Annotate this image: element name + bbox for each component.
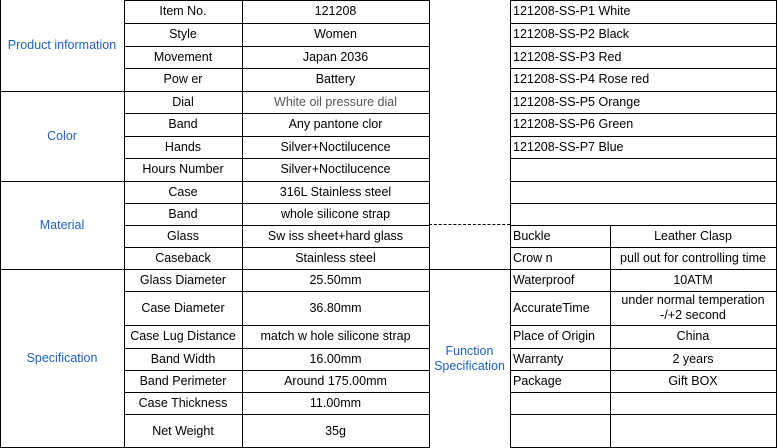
grid-line	[510, 46, 777, 47]
section-specification: Specification	[26, 351, 98, 365]
row-value: 35g	[325, 423, 346, 438]
row-label: Case Diameter	[141, 300, 225, 315]
row-label: Style	[169, 27, 197, 41]
dashed-border	[429, 224, 510, 225]
color-variant: 121208-SS-P4 Rose red	[513, 72, 650, 86]
row-value: 16.00mm	[309, 351, 362, 366]
section-material: Material	[39, 217, 85, 232]
grid-line	[124, 113, 430, 114]
color-variant: 121208-SS-P7 Blue	[513, 139, 624, 154]
row-label: Caseback	[155, 250, 211, 265]
row-label: Movement	[153, 49, 213, 64]
grid-line	[0, 91, 430, 92]
grid-line	[510, 181, 777, 182]
row-value: 316L Stainless steel	[279, 184, 392, 199]
color-variant: 121208-SS-P3 Red	[513, 49, 622, 64]
color-variant: 121208-SS-P1 White	[513, 4, 631, 18]
grid-line	[124, 291, 430, 292]
row-value: 11.00mm	[309, 395, 362, 410]
function-label: Crow n	[513, 250, 553, 265]
grid-line	[510, 203, 777, 204]
function-value	[610, 291, 776, 325]
grid-line	[124, 225, 430, 226]
grid-line	[510, 113, 777, 114]
grid-line	[124, 46, 430, 47]
function-value: 10ATM	[673, 272, 713, 287]
grid-line	[510, 325, 777, 326]
grid-line	[124, 414, 430, 415]
color-variant: 121208-SS-P6 Green	[513, 117, 634, 131]
row-value: 25.50mm	[309, 272, 362, 287]
grid-line	[510, 291, 777, 292]
grid-line	[510, 414, 777, 415]
function-value: Leather Clasp	[654, 228, 732, 243]
section-function-specification: Function Specification	[434, 343, 505, 373]
function-value: pull out for controlling time	[620, 250, 766, 265]
row-label: Item No.	[159, 4, 207, 18]
row-label: Glass	[167, 228, 199, 243]
grid-line	[510, 225, 777, 226]
function-value: Gift BOX	[668, 373, 718, 388]
function-value: China	[676, 329, 710, 343]
function-value-line: -/+2 second	[660, 308, 726, 322]
function-label: Place of Origin	[513, 329, 595, 343]
grid-line	[124, 23, 430, 24]
row-label: Case Thickness	[138, 395, 228, 410]
row-value: 121208	[314, 4, 357, 18]
grid-line	[510, 91, 777, 92]
function-value: 2 years	[672, 351, 714, 366]
row-value: Silver+Noctilucence	[280, 139, 391, 154]
grid-line	[510, 0, 777, 1]
row-label: Dial	[172, 94, 194, 109]
row-value: Japan 2036	[302, 49, 369, 64]
row-value: White oil pressure dial	[274, 94, 397, 109]
grid-line	[124, 348, 430, 349]
grid-line	[124, 0, 430, 1]
row-label: Hours Number	[142, 162, 224, 176]
row-value: 36.80mm	[309, 300, 362, 315]
function-label: Waterproof	[513, 272, 575, 287]
row-label: Net Weight	[152, 423, 214, 438]
row-label: Case	[168, 184, 198, 199]
grid-line	[124, 68, 430, 69]
grid-line	[510, 158, 777, 159]
section-color: Color	[47, 128, 77, 143]
grid-line	[124, 158, 430, 159]
grid-line	[0, 181, 430, 182]
row-label: Band Perimeter	[139, 373, 227, 388]
row-label: Pow er	[163, 72, 203, 86]
grid-line	[510, 269, 777, 270]
row-value: Sw iss sheet+hard glass	[267, 228, 404, 243]
grid-line	[510, 348, 777, 349]
row-value: whole silicone strap	[280, 206, 391, 221]
row-label: Case Lug Distance	[130, 329, 236, 343]
row-value: Around 175.00mm	[284, 373, 387, 388]
grid-line	[429, 269, 511, 270]
grid-line	[124, 247, 430, 248]
grid-line	[510, 370, 777, 371]
function-label: Warranty	[513, 351, 564, 366]
grid-line	[510, 247, 777, 248]
row-value: Stainless steel	[295, 250, 376, 265]
row-label: Glass Diameter	[139, 272, 227, 287]
grid-line	[510, 136, 777, 137]
grid-line	[510, 23, 777, 24]
row-value: Women	[314, 27, 357, 41]
row-value: Silver+Noctilucence	[280, 162, 391, 176]
color-variant: 121208-SS-P5 Orange	[513, 94, 641, 109]
grid-line	[124, 392, 430, 393]
grid-line	[0, 269, 430, 270]
grid-line	[0, 0, 1, 448]
grid-line	[510, 68, 777, 69]
function-label: Buckle	[513, 228, 551, 243]
row-label: Band Width	[150, 351, 216, 366]
grid-line	[510, 392, 777, 393]
row-label: Band	[168, 206, 198, 221]
function-value-line: under normal temperation	[621, 293, 765, 307]
row-value: Battery	[315, 72, 356, 86]
row-label: Band	[168, 117, 198, 131]
grid-line	[124, 325, 430, 326]
row-label: Hands	[164, 139, 202, 154]
color-variant: 121208-SS-P2 Black	[513, 27, 630, 41]
section-product-information: Product information	[7, 38, 117, 52]
row-value: match w hole silicone strap	[260, 329, 411, 343]
function-label: AccurateTime	[513, 300, 590, 315]
row-value: Any pantone clor	[288, 117, 383, 131]
grid-line	[124, 203, 430, 204]
grid-line	[124, 136, 430, 137]
grid-line	[124, 370, 430, 371]
function-label: Package	[513, 373, 562, 388]
